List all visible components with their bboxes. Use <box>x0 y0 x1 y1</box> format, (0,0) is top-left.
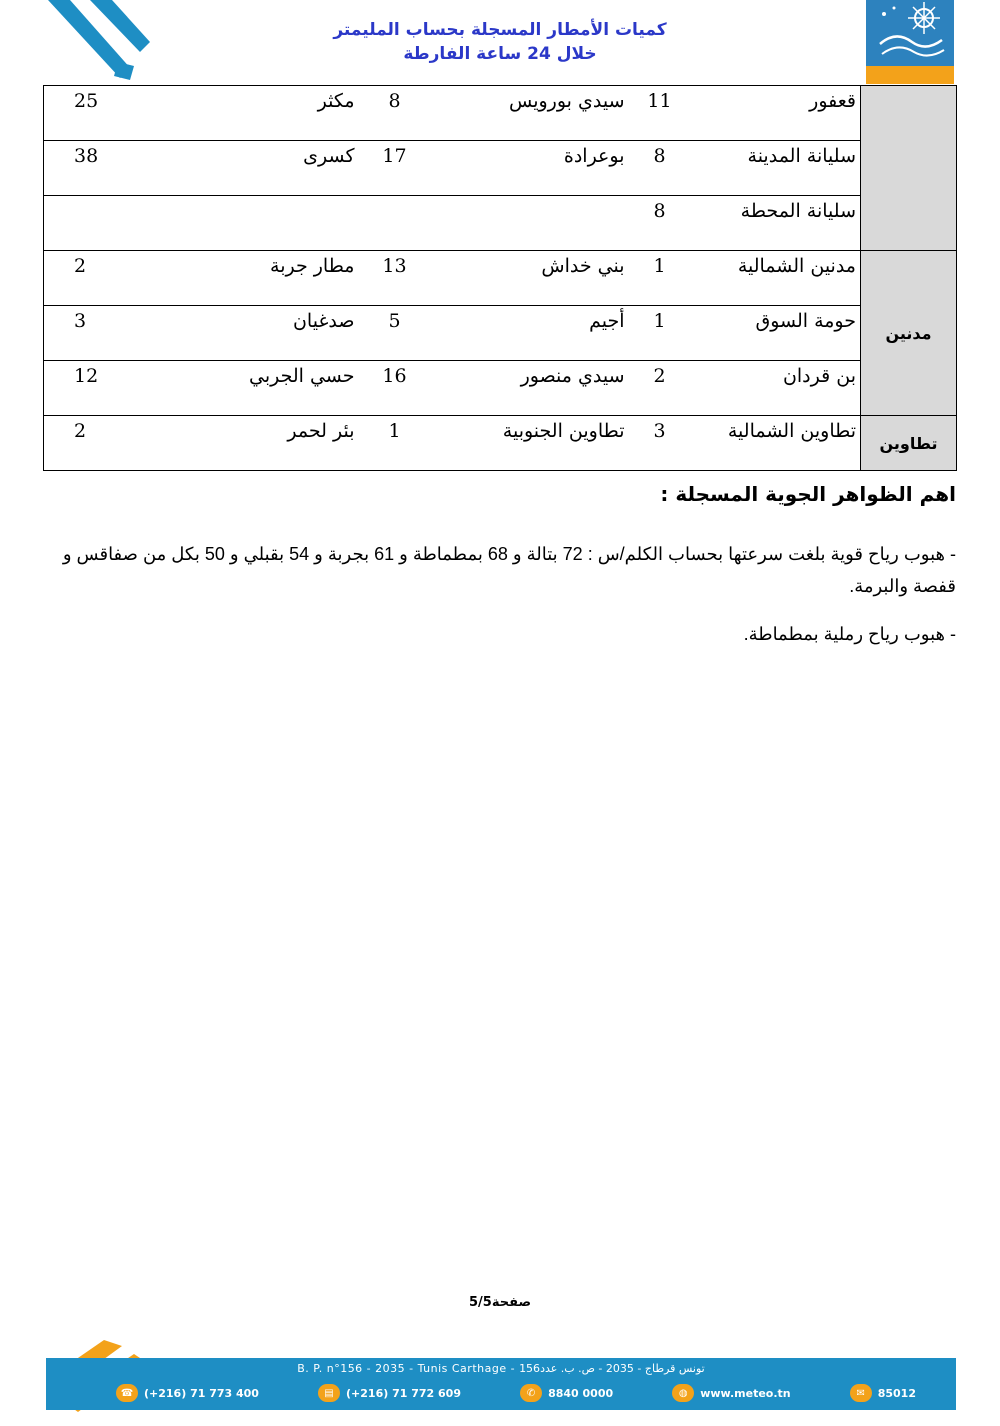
footer-contacts <box>116 1384 916 1402</box>
rain-value: 16 <box>359 361 431 416</box>
rain-value: 25 <box>44 86 159 141</box>
station-name: مطار جربة <box>159 251 359 306</box>
rainfall-table <box>43 85 957 471</box>
table-row <box>44 251 957 306</box>
rain-value: 8 <box>359 86 431 141</box>
station-name: حومة السوق <box>691 306 861 361</box>
station-name: تطاوين الجنوبية <box>431 416 629 471</box>
header-stripes-decoration <box>40 0 160 85</box>
page-number: صفحة5/5 <box>468 1295 531 1310</box>
table-row <box>44 416 957 471</box>
rain-value <box>44 196 159 251</box>
contact-hotline: ✆ 8840 0000 <box>520 1384 613 1402</box>
governorate-cell: تطاوين <box>861 416 957 471</box>
station-name: سليانة المدينة <box>691 141 861 196</box>
sun-compass-icon <box>866 0 954 66</box>
rain-value: 17 <box>359 141 431 196</box>
station-name: كسرى <box>159 141 359 196</box>
page-subtitle: خلال 24 ساعة الفارطة <box>403 44 597 64</box>
contact-phone: ☎ (+216) 71 773 400 <box>116 1384 259 1402</box>
contact-website[interactable]: ◍ www.meteo.tn <box>672 1384 790 1402</box>
station-name: مدنين الشمالية <box>691 251 861 306</box>
rain-value: 8 <box>629 141 691 196</box>
page-title: كميات الأمطار المسجلة بحساب المليمتر <box>333 20 667 40</box>
table-row <box>44 361 957 416</box>
phenomena-item: - هبوب رياح رملية بمطماطة. <box>743 624 956 644</box>
rain-value: 5 <box>359 306 431 361</box>
rain-value: 2 <box>44 251 159 306</box>
meteo-logo <box>866 0 954 84</box>
station-name: سيدي منصور <box>431 361 629 416</box>
station-name: قعفور <box>691 86 861 141</box>
rain-value: 2 <box>629 361 691 416</box>
rain-value: 3 <box>629 416 691 471</box>
rain-value: 11 <box>629 86 691 141</box>
rain-value: 13 <box>359 251 431 306</box>
governorate-cell: مدنين <box>861 251 957 416</box>
contact-sms: ✉ 85012 <box>850 1384 916 1402</box>
rain-value: 8 <box>629 196 691 251</box>
station-name: أجيم <box>431 306 629 361</box>
governorate-cell <box>861 86 957 251</box>
station-name: بوعرادة <box>431 141 629 196</box>
station-name: بن قردان <box>691 361 861 416</box>
globe-icon: ◍ <box>672 1384 694 1402</box>
table-row <box>44 86 957 141</box>
footer-bar <box>46 1358 956 1410</box>
footer-address: B. P. n°156 - 2035 - Tunis Carthage - تونس قرطاج - 2035 - ص. ب. عدد156 <box>297 1362 705 1375</box>
rain-value <box>359 196 431 251</box>
phenomena-item: - هبوب رياح قوية بلغت سرعتها بحساب الكلم/س : 72 بتالة و 68 بمطماطة و 61 بجربة و 54 بقبلي و 50 بكل من صفاقس و قفصة والبرمة. <box>62 544 956 596</box>
station-name: حسي الجربي <box>159 361 359 416</box>
rain-value: 38 <box>44 141 159 196</box>
station-name: مكثر <box>159 86 359 141</box>
table-row <box>44 196 957 251</box>
phone-icon: ☎ <box>116 1384 138 1402</box>
station-name: سليانة المحطة <box>691 196 861 251</box>
fax-icon: ▤ <box>318 1384 340 1402</box>
station-name: سيدي بورويس <box>431 86 629 141</box>
station-name: صدغيان <box>159 306 359 361</box>
station-name: بني خداش <box>431 251 629 306</box>
headset-icon: ✆ <box>520 1384 542 1402</box>
rain-value: 12 <box>44 361 159 416</box>
table-row <box>44 141 957 196</box>
rain-value: 3 <box>44 306 159 361</box>
station-name: بئر لحمر <box>159 416 359 471</box>
rain-value: 2 <box>44 416 159 471</box>
station-name <box>159 196 359 251</box>
station-name <box>431 196 629 251</box>
rain-value: 1 <box>359 416 431 471</box>
contact-fax: ▤ (+216) 71 772 609 <box>318 1384 461 1402</box>
table-row <box>44 306 957 361</box>
sms-icon: ✉ <box>850 1384 872 1402</box>
rain-value: 1 <box>629 306 691 361</box>
rain-value: 1 <box>629 251 691 306</box>
station-name: تطاوين الشمالية <box>691 416 861 471</box>
phenomena-heading: اهم الظواهر الجوية المسجلة : <box>660 482 956 506</box>
